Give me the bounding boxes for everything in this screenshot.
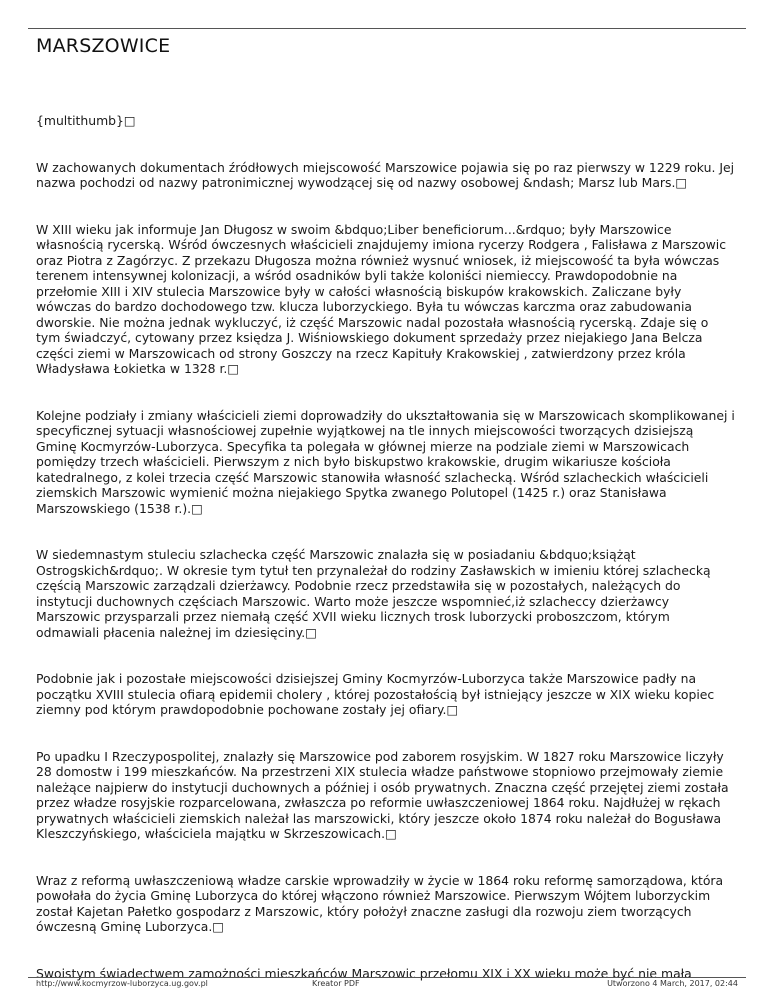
footer-created: Utworzono 4 March, 2017, 02:44 <box>607 979 738 988</box>
footer-generator: Kreator PDF <box>312 979 360 988</box>
paragraph-reform: Wraz z reformą uwłaszczeniową władze carskie wprowadziły w życie w 1864 roku reformę samorządowa, która powołała do życia Gminę Luborzyca do której włączono również Marszowice. Pierwszym Wójtem luborzyckim został Kajetan Pałetko gospodarz z Marszowic, który położył znaczne zasługi dla rozwoju ziem tworzących ówczesną Gminę Luborzyca.□ <box>36 872 724 934</box>
paragraph-ownership: Kolejne podziały i zmiany właścicieli ziemi doprowadziły do ukształtowania się w Marszowicach skomplikowanej i specyficznej sytuacji własnościowej zupełnie wyjątkowej na tle innych miejscowości tworzących dzisiejszą Gminę Kocmyrzów-Luborzyca. Specyfika ta polegała w głównej mierze na podziale ziemi w Marszowicach pomiędzy trzech właścicieli. Pierwszym z nich było biskupstwo krakowskie, drugim wikariusze kościoła katedralnego, z kolei trzecia część Marszowic stanowiła własność szlachecką. Wśród szlacheckich właścicieli ziemskich Marszowic wymienić można niejakiego Spytka zwanego Polutopel (1425 r.) oraz Stanisława Marszowskiego (1538 r.).□ <box>36 407 735 516</box>
paragraph-xiii-century: W XIII wieku jak informuje Jan Długosz w swoim &bdquo;Liber beneficiorum...&rdquo; były Marszowice własnością rycerską. Wśród ówczesnych właścicieli znajdujemy imiona rycerzy Rodgera , Falisława z Marszowic oraz Piotra z Zagórzyc. Z przekazu Długosza można również wysnuć wniosek, iż miejscowość ta była wówczas terenem intensywnej kolonizacji, a wśród osadników byli także koloniści niemieccy. Prawdopodobnie na przełomie XIII i XIV stulecia Marszowice były w całości własnością biskupów krakowskich. Zaliczane były wówczas do bardzo dochodowego tzw. klucza luborzyckiego. Była tu wówczas karczma oraz zabudowania dworskie. Nie można jednak wykluczyć, iż część Marszowic nadal pozostała własnością rycerską. Zdaje się o tym świadczyć, cytowany przez księdza J. Wiśniowskiego dokument sprzedaży przez niejakiego Jana Belcza części ziemi w Marszowicach od strony Goszczy na rzecz Kapituły Krakowskiej , zatwierdzony przez króla Władysława Łokietka w 1328 r.□ <box>36 221 727 376</box>
bottom-rule <box>28 977 746 978</box>
paragraph-gap <box>36 718 736 749</box>
paragraph-gap <box>36 191 736 222</box>
paragraph-gap <box>36 842 736 873</box>
paragraph-gap <box>36 129 736 160</box>
paragraph-origin: W zachowanych dokumentach źródłowych miejscowość Marszowice pojawia się po raz pierwszy w 1229 roku. Jej nazwa pochodzi od nazwy patronimicznej wywodzącej się od nazwy osobowej &ndash; Marsz lub Mars.□ <box>36 159 735 190</box>
paragraph-gap <box>36 640 736 671</box>
paragraph-multithumb: {multithumb}□ <box>36 113 136 128</box>
paragraph-partition: Po upadku I Rzeczypospolitej, znalazły się Marszowice pod zaborem rosyjskim. W 1827 roku Marszowice liczyły 28 domostw i 199 mieszkańców. Na przestrzeni XIX stulecia władze państwowe stopniowo przejmowały ziemie należące najpierw do instytucji duchownych a później i osób prywatnych. Znaczna część przejętej ziemi została przez władze rosyjskie rozparcelowana, zwłaszcza po reformie uwłaszczeniowej 1864 roku. Najdłużej w rękach prywatnych właścicieli ziemskich należał las marszowicki, który jeszcze około 1874 roku należał do Bogusława Kleszczyńskiego, właściciela majątku w Skrzeszowicach.□ <box>36 748 729 841</box>
paragraph-xvii-century: W siedemnastym stuleciu szlachecka część Marszowic znalazła się w posiadaniu &bdquo;książąt Ostrogskich&rdquo;. W okresie tym tytuł ten przynależał do rodziny Zasławskich w imieniu której szlachecką częścią Marszowic zarządzali dzierżawcy. Podobnie rzecz przedstawiła się w pozostałych, należących do instytucji duchownych częściach Marszowic. Warto może jeszcze wspomnieć,iż szlacheccy dzierżawcy Marszowic przysparzali przez niemałą część XVII wieku licznych trosk luborzycki proboszczom, którym odmawiali płacenia należnej im dziesięciny.□ <box>36 547 711 640</box>
paragraph-gap <box>36 516 736 547</box>
paragraph-gap <box>36 377 736 408</box>
paragraph-wealth: Swoistym świadectwem zamożności mieszkańców Marszowic przełomu XIX i XX wieku może być nie mała <box>36 965 692 981</box>
top-rule <box>28 28 746 29</box>
article-body <box>36 113 736 981</box>
paragraph-gap <box>36 935 736 966</box>
paragraph-epidemic: Podobnie jak i pozostałe miejscowości dzisiejszej Gminy Kocmyrzów-Luborzyca także Marszowice padły na początku XVIII stulecia ofiarą epidemii cholery , której pozostałością był istniejący jeszcze w XIX wieku kopiec ziemny pod którym prawdopodobnie pochowane zostały jej ofiary.□ <box>36 671 715 717</box>
page-title: MARSZOWICE <box>36 35 171 57</box>
footer-url: http://www.kocmyrzow-luborzyca.ug.gov.pl <box>36 979 208 988</box>
